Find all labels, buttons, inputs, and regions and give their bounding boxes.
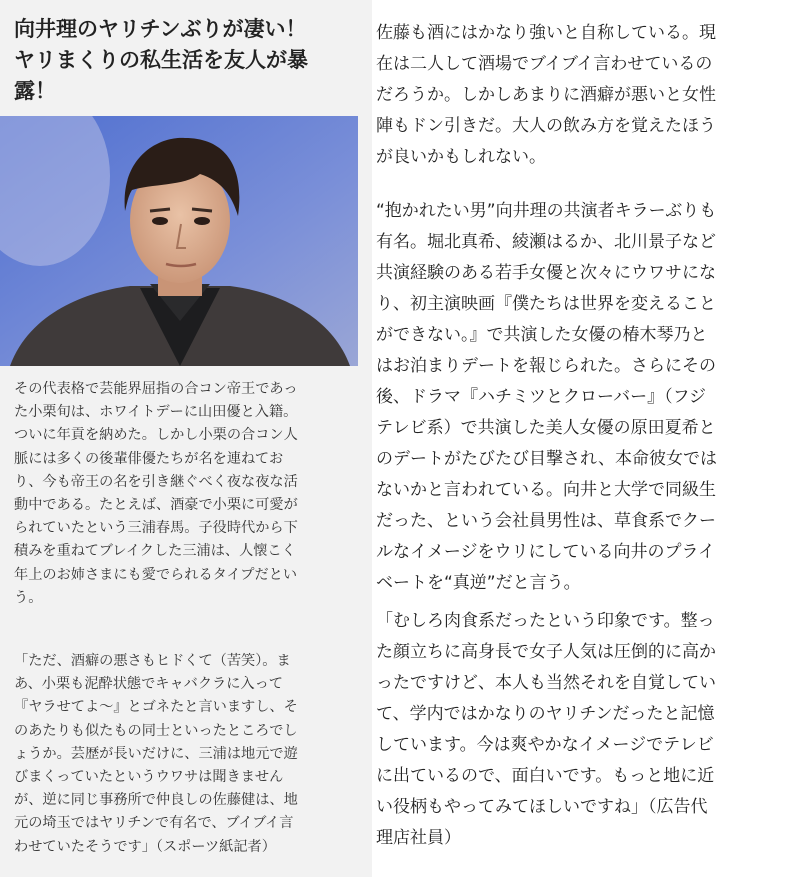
article-photo xyxy=(0,116,358,366)
left-paragraph-1: その代表格で芸能界屈指の合コン帝王であっ た小栗旬は、ホワイトデーに山田優と入籍。 ついに年貢を納めた。しかし小栗の合コン人 脈には多くの後輩俳優たちが名を連ねてお り、今も帝王の名を引き継ぐべく夜な夜な活 動中である。たとえば、酒豪で小栗に可愛が られていたという三浦春馬。子役時代から下 積みを重ねてブレイクした三浦は、人懐こく 年上のお姉さまにも愛でられるタイプだとい う。 xyxy=(14,381,298,606)
right-paragraph-1: 佐藤も酒にはかなり強いと自称している。現 在は二人して酒場でブイブイ言わせているの だろうか。しかしあまりに酒癖が悪いと女性 陣もドン引きだ。大人の飲み方を覚えたほう が良いかもしれない。 xyxy=(376,23,716,167)
article-headline: 向井理のヤリチンぶりが凄い！ ヤリまくりの私生活を友人が暴 露！ xyxy=(14,17,308,103)
right-paragraph-3: 「むしろ肉食系だったという印象です。整っ た顔立ちに高身長で女子人気は圧倒的に高か ったですけど、本人も当然それを自覚してい て、学内ではかなりのヤリチンだったと記憶 しています。今は爽やかなイメージでテレビ に出ているので、面白いです。もっと地に近 い役柄もやってみてほしいですね」（広告代 理店社員） xyxy=(376,611,716,848)
left-column xyxy=(0,0,372,877)
portrait-image xyxy=(0,116,358,366)
right-paragraph-2: “抱かれたい男”向井理の共演者キラーぶりも 有名。堀北真希、綾瀬はるか、北川景子など 共演経験のある若手女優と次々にウワサにな り、初主演映画『僕たちは世界を変えること ができない。』で共演した女優の椿木琴乃と はお泊まりデートを報じられた。さらにその 後、ドラマ『ハチミツとクローバー』（フジ テレビ系）で共演した美人女優の原田夏希と のデートがたびたび目撃され、本命彼女では ないかと言われている。向井と大学で同級生 だった、という会社員男性は、草食系でクー ルなイメージをウリにしている向井のプライ ベートを“真逆”だと言う。 xyxy=(376,201,718,593)
left-paragraph-2: 「ただ、酒癖の悪さもヒドくて（苦笑）。ま あ、小栗も泥酔状態でキャバクラに入って 『ヤラせてよ〜』とゴネたと言いますし、そ のあたりも似たもの同士といったところでし ょうか。芸歴が長いだけに、三浦は地元で遊 びまくっていたというウワサは聞きません が、逆に同じ事務所で仲良しの佐藤健は、地 元の埼玉ではヤリチンで有名で、ブイブイ言 わせていたそうです」（スポーツ紙記者） xyxy=(14,653,298,855)
